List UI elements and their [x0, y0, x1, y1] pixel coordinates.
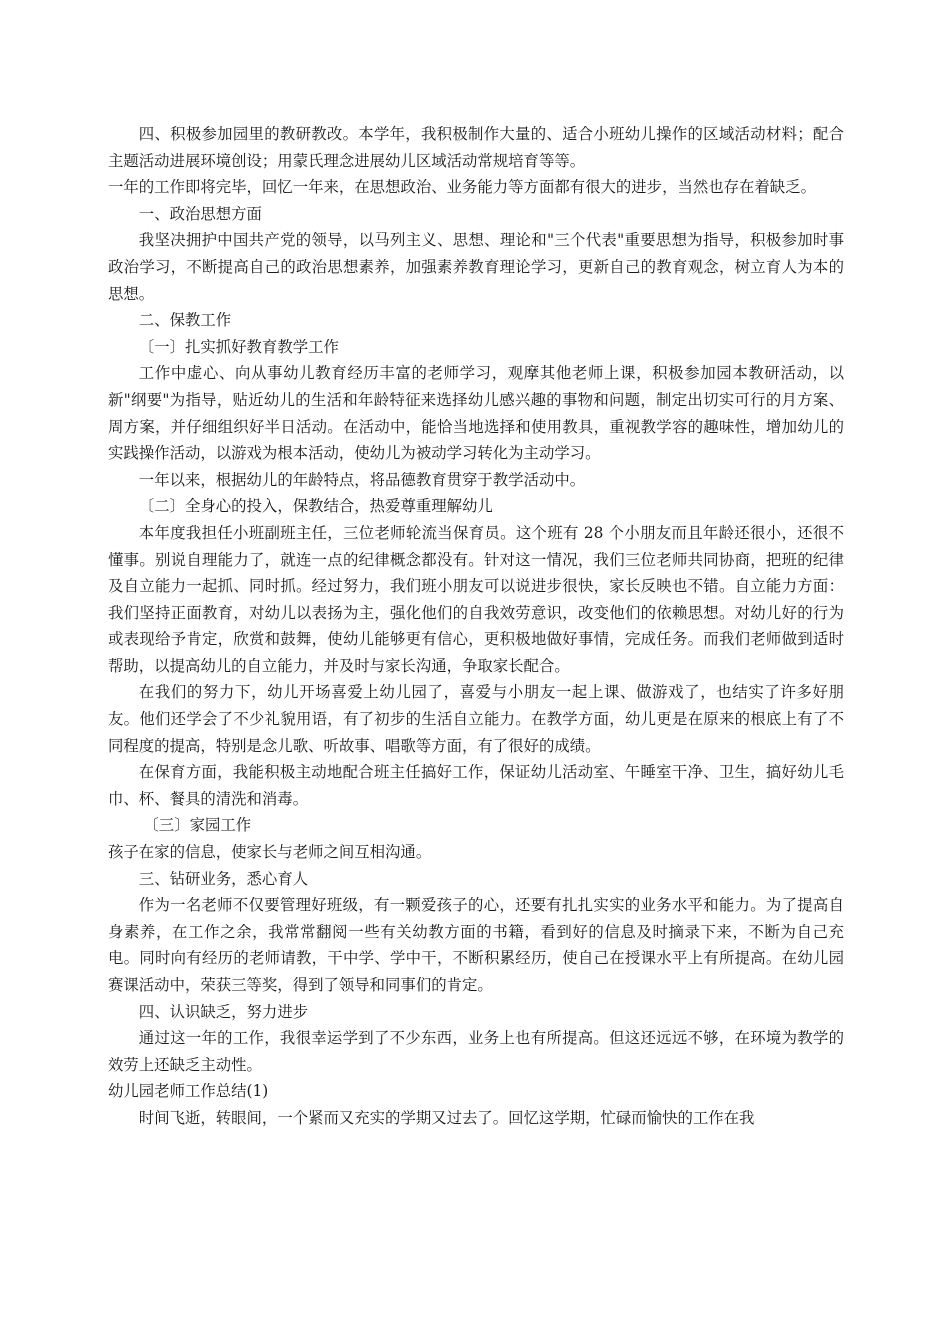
- paragraph-year-summary-intro: 一年的工作即将完毕，回忆一年来，在思想政治、业务能力等方面都有很大的进步，当然也存在着缺乏。: [108, 178, 816, 197]
- paragraph-children-progress: 在我们的努力下，幼儿开场喜爱上幼儿园了，喜爱与小朋友一起上课、做游戏了，也结实了许多好朋友。他们还学会了不少礼貌用语，有了初步的生活自立能力。在教学方面，幼儿更是在原来的根底上有了不同程度的提高，特别是念儿歌、听故事、唱歌等方面，有了很好的成绩。: [108, 683, 844, 755]
- subheading-care-combined: 〔二〕全身心的投入，保教结合，热爱尊重理解幼儿: [138, 497, 493, 516]
- paragraph-research-activities: 四、积极参加园里的教研教改。本学年，我积极制作大量的、适合小班幼儿操作的区域活动材料；配合主题活动进展环境创设；用蒙氏理念进展幼儿区域活动常规培育等等。: [108, 125, 844, 170]
- paragraph-shortcomings: 通过这一年的工作，我很幸运学到了不少东西，业务上也有所提高。但这还远远不够，在环境为教学的效劳上还缺乏主动性。: [108, 1029, 844, 1074]
- document-body: [108, 121, 844, 1132]
- subheading-teaching-work: 〔一〕扎实抓好教育教学工作: [138, 337, 339, 356]
- paragraph-home-school-communication: 孩子在家的信息，使家长与老师之间互相沟通。: [108, 843, 432, 862]
- paragraph-professional-study: 作为一名老师不仅要管理好班级，有一颗爱孩子的心，还要有扎扎实实的业务水平和能力。为了提高自身素养，在工作之余，我常常翻阅一些有关幼教方面的书籍，看到好的信息及时摘录下来，不断为自己充电。同时向有经历的老师请教，干中学、学中干，不断积累经历，使自己在授课水平上有所提高。在幼儿园赛课活动中，荣获三等奖，得到了领导和同事们的肯定。: [108, 896, 844, 994]
- paragraph-care-duties: 在保育方面，我能积极主动地配合班主任搞好工作，保证幼儿活动室、午睡室干净、卫生，搞好幼儿毛巾、杯、餐具的清洗和消毒。: [108, 763, 844, 808]
- paragraph-political-thought: 我坚决拥护中国共产党的领导，以马列主义、思想、理论和"三个代表"重要思想为指导，积极参加时事政治学习，不断提高自己的政治思想素养，加强素养教育理论学习，更新自己的教育观念，树立育人为本的思想。: [108, 231, 844, 303]
- heading-political-thought: 一、政治思想方面: [138, 204, 262, 223]
- paragraph-semester-intro: 时间飞逝，转眼间，一个紧而又充实的学期又过去了。回忆这学期，忙碌而愉快的工作在我: [138, 1108, 755, 1127]
- paragraph-teaching-work: 工作中虚心、向从事幼儿教育经历丰富的老师学习，观摩其他老师上课，积极参加园本教研活动，以新"纲要"为指导，贴近幼儿的生活和年龄特征来选择幼儿感兴趣的事物和问题，制定出切实可行的月方案、周方案，并仔细组织好半日活动。在活动中，能恰当地选择和使用教具，重视教学容的趣味性，增加幼儿的实践操作活动，以游戏为根本活动，使幼儿为被动学习转化为主动学习。: [108, 364, 844, 463]
- paragraph-moral-education: 一年以来，根据幼儿的年龄特点，将品德教育贯穿于教学活动中。: [138, 470, 586, 489]
- heading-care-education-work: 二、保教工作: [138, 311, 232, 330]
- heading-professional-study: 三、钻研业务，悉心育人: [138, 869, 309, 888]
- section-title-work-summary: 幼儿园老师工作总结(1): [108, 1082, 269, 1101]
- heading-shortcomings: 四、认识缺乏，努力进步: [138, 1002, 309, 1021]
- paragraph-class-management: 本年度我担任小班副班主任，三位老师轮流当保育员。这个班有 28 个小朋友而且年龄还很小，还很不懂事。别说自理能力了，就连一点的纪律概念都没有。针对这一情况，我们三位老师共同协商，把班的纪律及自立能力一起抓、同时抓。经过努力，我们班小朋友可以说进步很快，家长反映也不错。自立能力方面：我们坚持正面教育，对幼儿以表扬为主，强化他们的自我效劳意识，改变他们的依赖思想。对幼儿好的行为或表现给予肯定，欣赏和鼓舞，使幼儿能够更有信心，更积极地做好事情，完成任务。而我们老师做到适时帮助，以提高幼儿的自立能力，并及时与家长沟通，争取家长配合。: [108, 523, 844, 675]
- subheading-home-school-work: 〔三〕家园工作: [143, 816, 252, 835]
